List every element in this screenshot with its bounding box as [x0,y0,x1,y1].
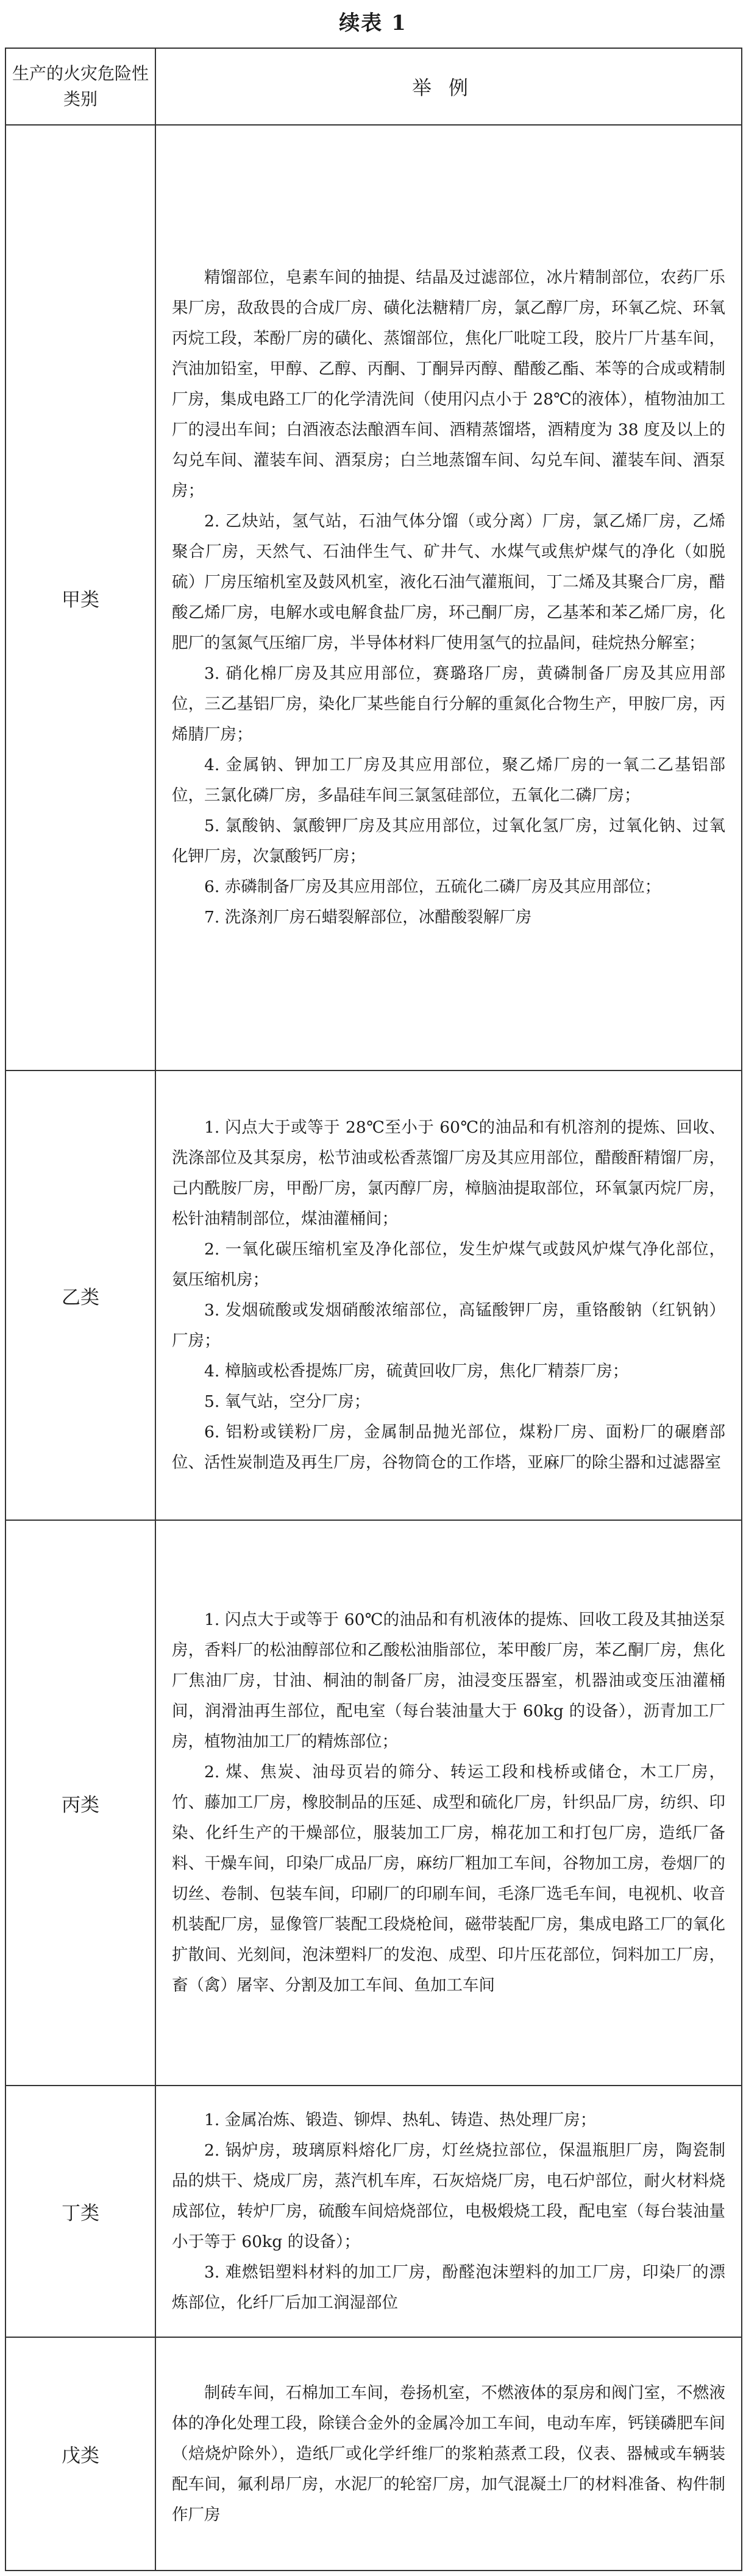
example-paragraph: 6. 赤磷制备厂房及其应用部位，五硫化二磷厂房及其应用部位； [204,877,661,896]
example-paragraph: 4. 樟脑或松香提炼厂房，硫黄回收厂房，焦化厂精萘厂房； [204,1362,629,1381]
example-paragraph: 2. 煤、焦炭、油母页岩的筛分、转运工段和栈桥或储仓，木工厂房，竹、藤加工厂房，橡胶制品的压延、成型和硫化厂房，针织品厂房，纺织、印染、化纤生产的干燥部位，服装加工厂房，棉花加工和打包厂房，造纸厂备料、干燥车间，印染厂成品厂房，麻纺厂粗加工车间，谷物加工房，卷烟厂的切丝、卷制、包装车间，印刷厂的印刷车间，毛涤厂选毛车间，电视机、收音机装配厂房，显像管厂装配工段烧枪间，磁带装配厂房，集成电路工厂的氧化扩散间、光刻间，泡沫塑料厂的发泡、成型、印片压花部位，饲料加工厂房，畜（禽）屠宰、分割及加工车间、鱼加工车间 [172,1763,725,1995]
example-paragraph: 1. 金属冶炼、锻造、铆焊、热轧、铸造、热处理厂房； [204,2110,597,2129]
table-continuation-title: 续表 1 [339,11,407,35]
examples-cell [155,2337,742,2571]
example-paragraph: 精馏部位，皂素车间的抽提、结晶及过滤部位，冰片精制部位，农药厂乐果厂房，敌敌畏的合成厂房、磺化法糖精厂房，氯乙醇厂房，环氧乙烷、环氧丙烷工段，苯酚厂房的磺化、蒸馏部位，焦化厂吡啶工段，胶片厂片基车间，汽油加铅室，甲醇、乙醇、丙酮、丁酮异丙醇、醋酸乙酯、苯等的合成或精制厂房，集成电路工厂的化学清洗间（使用闪点小于 28℃的液体），植物油加工厂的浸出车间；白酒液态法酿酒车间、酒精蒸馏塔，酒精度为 38 度及以上的勾兑车间、灌装车间、酒泵房；白兰地蒸馏车间、勾兑车间、灌装车间、酒泵房； [172,268,725,500]
category-cell: 丙类 [5,1520,155,2086]
example-paragraph: 3. 难燃铝塑料材料的加工厂房，酚醛泡沫塑料的加工厂房，印染厂的漂炼部位，化纤厂后加工润湿部位 [172,2262,725,2312]
example-paragraph: 7. 洗涤剂厂房石蜡裂解部位，冰醋酸裂解厂房 [204,908,532,927]
table-row-class-d [5,2086,742,2337]
example-paragraph: 制砖车间，石棉加工车间，卷扬机室，不燃液体的泵房和阀门室，不燃液体的净化处理工段，除镁合金外的金属冷加工车间，电动车库，钙镁磷肥车间（焙烧炉除外），造纸厂或化学纤维厂的浆粕蒸煮工段，仪表、器械或车辆装配车间，氟利昂厂房，水泥厂的轮窑厂房，加气混凝土厂的材料准备、构件制作厂房 [172,2383,725,2524]
example-paragraph: 1. 闪点大于或等于 60℃的油品和有机液体的提炼、回收工段及其抽送泵房，香料厂的松油醇部位和乙酸松油脂部位，苯甲酸厂房，苯乙酮厂房，焦化厂焦油厂房，甘油、桐油的制备厂房，油浸变压器室，机器油或变压油灌桶间，润滑油再生部位，配电室（每台装油量大于 60kg 的设备），沥青加工厂房，植物油加工厂的精炼部位； [172,1610,725,1751]
header-examples: 举例 [155,48,742,125]
fire-hazard-classification-table [5,48,742,2571]
example-paragraph: 2. 一氧化碳压缩机室及净化部位，发生炉煤气或鼓风炉煤气净化部位，氨压缩机房； [172,1240,725,1289]
example-paragraph: 6. 铝粉或镁粉厂房，金属制品抛光部位，煤粉厂房、面粉厂的碾磨部位、活性炭制造及再生厂房，谷物筒仓的工作塔，亚麻厂的除尘器和过滤器室 [172,1423,725,1472]
examples-cell [155,1520,742,2086]
example-paragraph: 4. 金属钠、钾加工厂房及其应用部位，聚乙烯厂房的一氧二乙基铝部位，三氯化磷厂房，多晶硅车间三氯氢硅部位，五氧化二磷厂房； [172,755,725,805]
table-row-class-c [5,1520,742,2086]
table-header-row [5,48,742,125]
example-paragraph: 3. 发烟硫酸或发烟硝酸浓缩部位，高锰酸钾厂房，重铬酸钠（红钒钠）厂房； [172,1301,725,1350]
example-paragraph: 2. 锅炉房，玻璃原料熔化厂房，灯丝烧拉部位，保温瓶胆厂房，陶瓷制品的烘干、烧成厂房，蒸汽机车库，石灰焙烧厂房，电石炉部位，耐火材料烧成部位，转炉厂房，硫酸车间焙烧部位，电极煅烧工段，配电室（每台装油量小于等于 60kg 的设备）； [172,2140,725,2251]
category-cell: 乙类 [5,1070,155,1520]
example-paragraph: 1. 闪点大于或等于 28℃至小于 60℃的油品和有机溶剂的提炼、回收、洗涤部位及其泵房，松节油或松香蒸馏厂房及其应用部位，醋酸酐精馏厂房，己内酰胺厂房，甲酚厂房，氯丙醇厂房，樟脑油提取部位，环氧氯丙烷厂房，松针油精制部位，煤油灌桶间； [172,1118,725,1228]
table-row-class-e [5,2337,742,2571]
header-category: 生产的火灾危险性类别 [5,48,155,125]
examples-cell [155,2086,742,2337]
example-paragraph: 5. 氯酸钠、氯酸钾厂房及其应用部位，过氧化氢厂房，过氧化钠、过氧化钾厂房，次氯酸钙厂房； [172,816,725,866]
category-cell: 戊类 [5,2337,155,2571]
examples-cell [155,1070,742,1520]
category-cell: 甲类 [5,125,155,1070]
category-cell: 丁类 [5,2086,155,2337]
examples-cell [155,125,742,1070]
example-paragraph: 2. 乙炔站，氢气站，石油气体分馏（或分离）厂房，氯乙烯厂房，乙烯聚合厂房，天然气、石油伴生气、矿井气、水煤气或焦炉煤气的净化（如脱硫）厂房压缩机室及鼓风机室，液化石油气灌瓶间，丁二烯及其聚合厂房，醋酸乙烯厂房，电解水或电解食盐厂房，环己酮厂房，乙基苯和苯乙烯厂房，化肥厂的氢氮气压缩厂房，半导体材料厂使用氢气的拉晶间，硅烷热分解室； [172,512,725,653]
example-paragraph: 5. 氧气站，空分厂房； [204,1392,371,1411]
example-paragraph: 3. 硝化棉厂房及其应用部位，赛璐珞厂房，黄磷制备厂房及其应用部位，三乙基铝厂房，染化厂某些能自行分解的重氮化合物生产，甲胺厂房，丙烯腈厂房； [172,664,725,744]
table-row-class-a [5,125,742,1070]
table-row-class-b [5,1070,742,1520]
